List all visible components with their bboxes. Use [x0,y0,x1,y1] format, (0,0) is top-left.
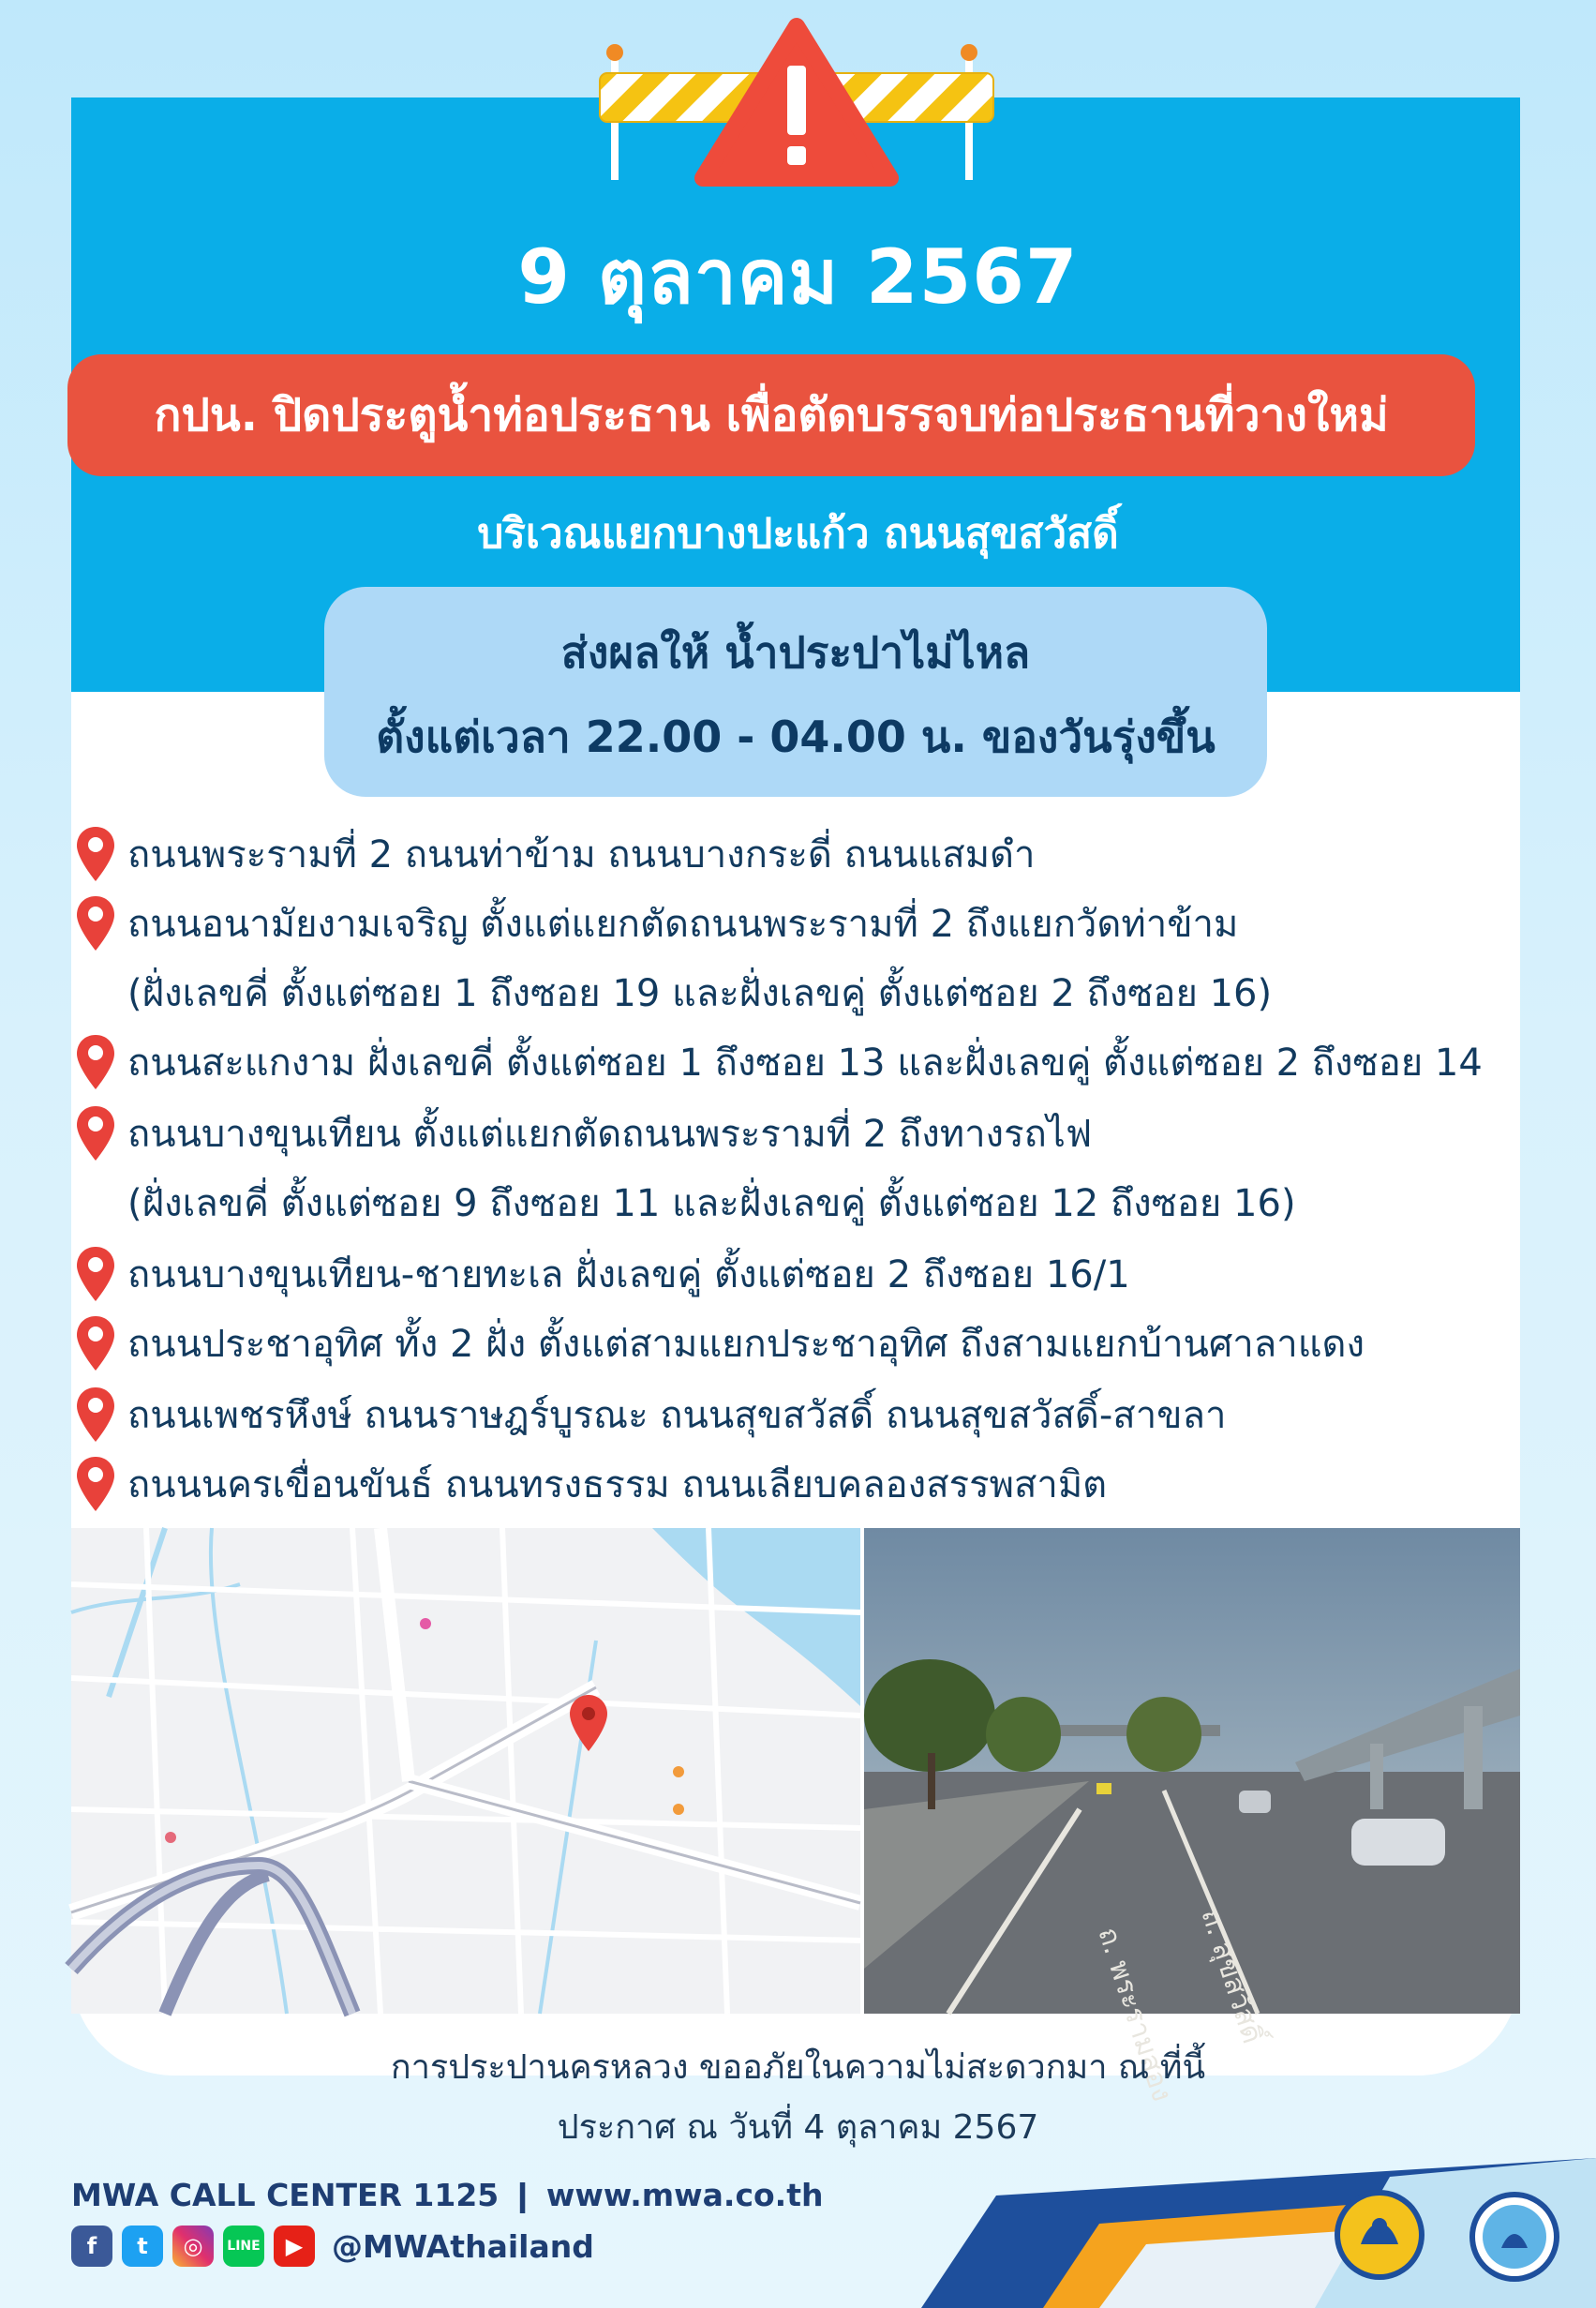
mwa-logo [1468,2190,1561,2284]
line-icon[interactable]: LINE [223,2226,264,2267]
list-item: ถนนนครเขื่อนขันธ์ ถนนทรงธรรม ถนนเลียบคลองสรรพสามิต [75,1451,1537,1517]
road-marking-1: ถ. พระรามสอง [1091,1923,1179,2106]
closure-banner [67,354,1475,476]
street-photo-graphic [864,1528,1520,2106]
youtube-icon[interactable]: ▶ [274,2226,315,2267]
list-item: ถนนเพชรหึงษ์ ถนนราษฎร์บูรณะ ถนนสุขสวัสดิ์ ถนนสุขสวัสดิ์-สาขลา [75,1382,1537,1447]
list-item: ถนนบางขุนเทียน ตั้งแต่แยกตัดถนนพระรามที่ 2 ถึงทางรถไฟ [75,1101,1537,1166]
apology-text: การประปานครหลวง ขออภัยในความไม่สะดวกมา ณ ที่นี้ [390,2048,1206,2087]
location-pin-icon [75,825,116,883]
closure-date: 9 ตุลาคม 2567 [517,233,1079,321]
list-item-continuation: (ฝั่งเลขคี่ ตั้งแต่ซอย 1 ถึงซอย 19 และฝั่งเลขคู่ ตั้งแต่ซอย 2 ถึงซอย 16) [127,972,1273,1015]
list-item: ถนนประชาอุทิศ ทั้ง 2 ฝั่ง ตั้งแต่สามแยกประชาอุทิศ ถึงสามแยกบ้านศาลาแดง [75,1311,1537,1376]
location-pin-icon [75,1033,116,1091]
map-graphic [71,1528,860,2014]
closure-banner-text: กปน. ปิดประตูน้ำท่อประธาน เพื่อตัดบรรจบท่อประธานที่วางใหม่ [154,389,1389,442]
twitter-icon[interactable]: t [122,2226,163,2267]
location-pin-icon [75,1455,116,1513]
effect-line-1: ส่งผลให้ น้ำประปาไม่ไหล [560,627,1031,678]
location-pin-icon [75,894,116,952]
street-photo [864,1528,1520,2106]
list-item-continuation: (ฝั่งเลขคี่ ตั้งแต่ซอย 9 ถึงซอย 11 และฝั่งเลขคู่ ตั้งแต่ซอย 12 ถึงซอย 16) [127,1182,1296,1225]
instagram-icon[interactable]: ◎ [172,2226,214,2267]
location-pin-icon [75,1245,116,1303]
location-pin-icon [75,1386,116,1444]
location-map [71,1528,860,2014]
effect-box [324,587,1267,797]
call-center-text[interactable]: MWA CALL CENTER 1125 ❙ www.mwa.co.th [71,2177,824,2213]
location-text: บริเวณแยกบางปะแก้ว ถนนสุขสวัสดิ์ [477,510,1119,558]
warning-barrier-icon [590,21,1003,189]
announcement-date: ประกาศ ณ วันที่ 4 ตุลาคม 2567 [557,2108,1039,2147]
social-handle[interactable]: @MWAthailand [332,2227,594,2265]
social-bar [71,2226,594,2267]
effect-time: ตั้งแต่เวลา 22.00 - 04.00 น. ของวันรุ่งขึ้น [376,712,1216,762]
list-item: ถนนอนามัยงามเจริญ ตั้งแต่แยกตัดถนนพระรามที่ 2 ถึงแยกวัดท่าข้าม [75,891,1537,956]
list-item: ถนนสะแกงาม ฝั่งเลขคี่ ตั้งแต่ซอย 1 ถึงซอย 13 และฝั่งเลขคู่ ตั้งแต่ซอย 2 ถึงซอย 14 [75,1029,1537,1095]
list-item: ถนนพระรามที่ 2 ถนนท่าข้าม ถนนบางกระดี่ ถนนแสมดำ [75,821,1537,887]
road-marking-2: ถ. สุขสวัสดิ์ [1194,1904,1269,2048]
list-item: ถนนบางขุนเทียน-ชายทะเล ฝั่งเลขคู่ ตั้งแต่ซอย 2 ถึงซอย 16/1 [75,1241,1537,1307]
facebook-icon[interactable]: f [71,2226,112,2267]
royal-emblem-logo [1333,2188,1426,2282]
location-pin-icon [75,1314,116,1372]
location-pin-icon [75,1104,116,1162]
